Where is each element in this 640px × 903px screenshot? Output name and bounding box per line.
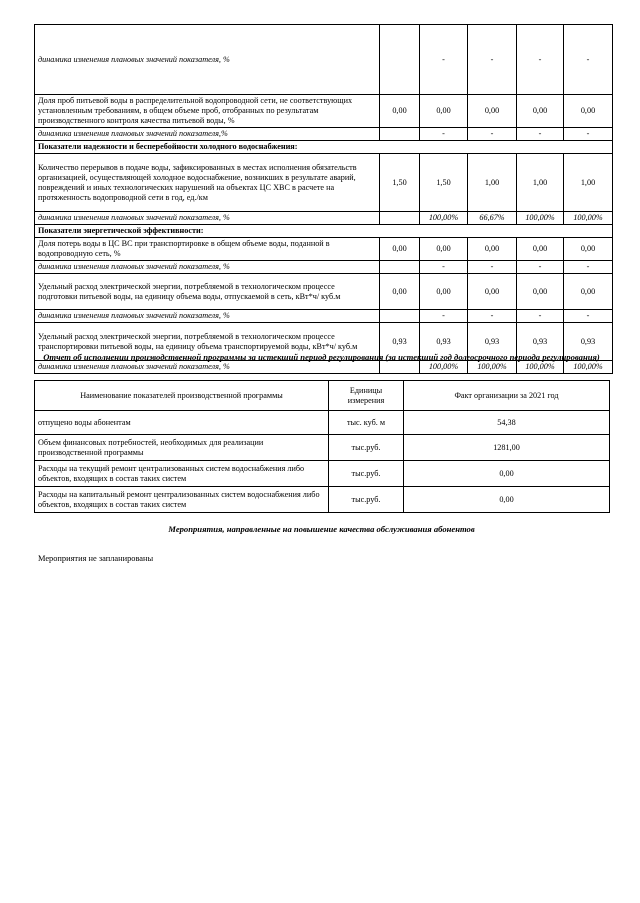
value-cell: - xyxy=(468,261,517,274)
report-value: 1281,00 xyxy=(404,435,610,461)
value-cell: - xyxy=(420,261,468,274)
value-cell: - xyxy=(420,128,468,141)
value-cell: - xyxy=(517,261,564,274)
value-cell: 0,00 xyxy=(468,274,517,310)
row-label: Количество перерывов в подаче воды, зафиксированных в местах исполнения обязательств организацией, осуществляющей холодное водоснабжение, возникших в результате аварий, повреждений и иных технологических нарушений на объектах ЦС ХВС в расчете на протяженность водопроводной сети в год, ед./км xyxy=(35,154,380,212)
value-cell: - xyxy=(468,310,517,323)
dynamics-row xyxy=(35,310,613,323)
value-cell xyxy=(380,128,420,141)
report-heading: Отчет об исполнении производственной программы за истекший период регулирования (за истекший год долгосрочного периода регулирования) xyxy=(43,352,600,362)
report-unit: тыс.руб. xyxy=(329,435,404,461)
value-cell: 0,00 xyxy=(420,274,468,310)
report-name: отпущено воды абонентам xyxy=(35,411,329,435)
value-cell: 0,00 xyxy=(564,274,613,310)
report-unit: тыс. куб. м xyxy=(329,411,404,435)
header-fact: Факт организации за 2021 год xyxy=(404,381,610,411)
value-cell: 1,50 xyxy=(380,154,420,212)
value-cell: 0,00 xyxy=(564,238,613,261)
value-cell: - xyxy=(564,128,613,141)
indicator-row xyxy=(35,154,613,212)
value-cell: 1,50 xyxy=(420,154,468,212)
report-row xyxy=(35,435,610,461)
value-cell: - xyxy=(468,25,517,95)
value-cell: 100,00% xyxy=(517,361,564,374)
value-cell: - xyxy=(420,310,468,323)
row-label: Доля потерь воды в ЦС ВС при транспортировке в общем объеме воды, поданной в водопроводную сеть, % xyxy=(35,238,380,261)
report-value: 0,00 xyxy=(404,461,610,487)
value-cell: 0,00 xyxy=(420,238,468,261)
row-label: динамика изменения плановых значений показателя, % xyxy=(35,212,380,225)
value-cell: 0,93 xyxy=(564,323,613,361)
row-label: Показатели энергетической эффективности: xyxy=(35,225,613,238)
value-cell: - xyxy=(517,128,564,141)
section-row xyxy=(35,225,613,238)
measures-heading: Мероприятия, направленные на повышение качества обслуживания абонентов xyxy=(168,524,475,534)
value-cell: 0,00 xyxy=(517,95,564,128)
row-label: динамика изменения плановых значений показателя, % xyxy=(35,25,380,95)
indicator-row xyxy=(35,238,613,261)
report-name: Расходы на капитальный ремонт централизованных систем водоснабжения либо объектов, входящих в состав таких систем xyxy=(35,487,329,513)
row-label: динамика изменения плановых значений показателя, % xyxy=(35,361,380,374)
measures-text: Мероприятия не запланированы xyxy=(38,554,154,563)
value-cell: 0,00 xyxy=(517,274,564,310)
section-row xyxy=(35,141,613,154)
value-cell xyxy=(380,261,420,274)
value-cell: 0,00 xyxy=(380,95,420,128)
report-unit: тыс.руб. xyxy=(329,487,404,513)
report-name: Объем финансовых потребностей, необходимых для реализации производственной программы xyxy=(35,435,329,461)
value-cell: 100,00% xyxy=(564,361,613,374)
report-value: 54,38 xyxy=(404,411,610,435)
value-cell: 100,00% xyxy=(420,212,468,225)
header-unit: Единицы измерения xyxy=(329,381,404,411)
value-cell: 0,00 xyxy=(468,95,517,128)
value-cell: 0,93 xyxy=(420,323,468,361)
report-row xyxy=(35,411,610,435)
dynamics-row xyxy=(35,128,613,141)
value-cell: 0,93 xyxy=(380,323,420,361)
value-cell: 0,00 xyxy=(420,95,468,128)
dynamics-row xyxy=(35,25,613,95)
value-cell: 100,00% xyxy=(564,212,613,225)
report-name: Расходы на текущий ремонт централизованных систем водоснабжения либо объектов, входящих в состав таких систем xyxy=(35,461,329,487)
value-cell: 100,00% xyxy=(420,361,468,374)
value-cell: 66,67% xyxy=(468,212,517,225)
value-cell: - xyxy=(420,25,468,95)
value-cell: 1,00 xyxy=(564,154,613,212)
value-cell xyxy=(380,25,420,95)
report-value: 0,00 xyxy=(404,487,610,513)
report-row xyxy=(35,461,610,487)
value-cell: - xyxy=(564,310,613,323)
value-cell: 100,00% xyxy=(517,212,564,225)
program-report-table xyxy=(34,380,610,513)
value-cell: 100,00% xyxy=(468,361,517,374)
indicators-table xyxy=(34,24,613,374)
row-label: Удельный расход электрической энергии, потребляемой в технологическом процессе подготовки питьевой воды, на единицу объема воды, отпускаемой в сеть, кВт*ч/ куб.м xyxy=(35,274,380,310)
row-label: динамика изменения плановых значений показателя, % xyxy=(35,310,380,323)
dynamics-row xyxy=(35,212,613,225)
row-label: Удельный расход электрической энергии, потребляемой в технологическом процессе транспортировки питьевой воды, на единицу объема транспортируемой воды, кВт*ч/ куб.м xyxy=(35,323,380,361)
value-cell: - xyxy=(468,128,517,141)
value-cell: 0,93 xyxy=(468,323,517,361)
value-cell: 0,00 xyxy=(380,238,420,261)
report-unit: тыс.руб. xyxy=(329,461,404,487)
value-cell xyxy=(380,310,420,323)
value-cell: - xyxy=(564,25,613,95)
row-label: динамика изменения плановых значений показателя, % xyxy=(35,261,380,274)
value-cell xyxy=(380,212,420,225)
value-cell: 0,00 xyxy=(517,238,564,261)
indicator-row xyxy=(35,95,613,128)
value-cell: 0,00 xyxy=(380,274,420,310)
row-label: Доля проб питьевой воды в распределительной водопроводной сети, не соответствующих установленным требованиям, в общем объеме проб, отобранных по результатам производственного контроля качества питьевой воды, % xyxy=(35,95,380,128)
value-cell: - xyxy=(517,25,564,95)
value-cell: 0,00 xyxy=(468,238,517,261)
value-cell: 1,00 xyxy=(517,154,564,212)
header-indicator-name: Наименование показателей производственной программы xyxy=(35,381,329,411)
indicator-row xyxy=(35,274,613,310)
value-cell: - xyxy=(517,310,564,323)
value-cell: 0,93 xyxy=(517,323,564,361)
row-label: динамика изменения плановых значений показателя,% xyxy=(35,128,380,141)
value-cell: 0,00 xyxy=(564,95,613,128)
value-cell: 1,00 xyxy=(468,154,517,212)
value-cell: - xyxy=(564,261,613,274)
row-label: Показатели надежности и бесперебойности холодного водоснабжения: xyxy=(35,141,613,154)
dynamics-row xyxy=(35,261,613,274)
report-row xyxy=(35,487,610,513)
